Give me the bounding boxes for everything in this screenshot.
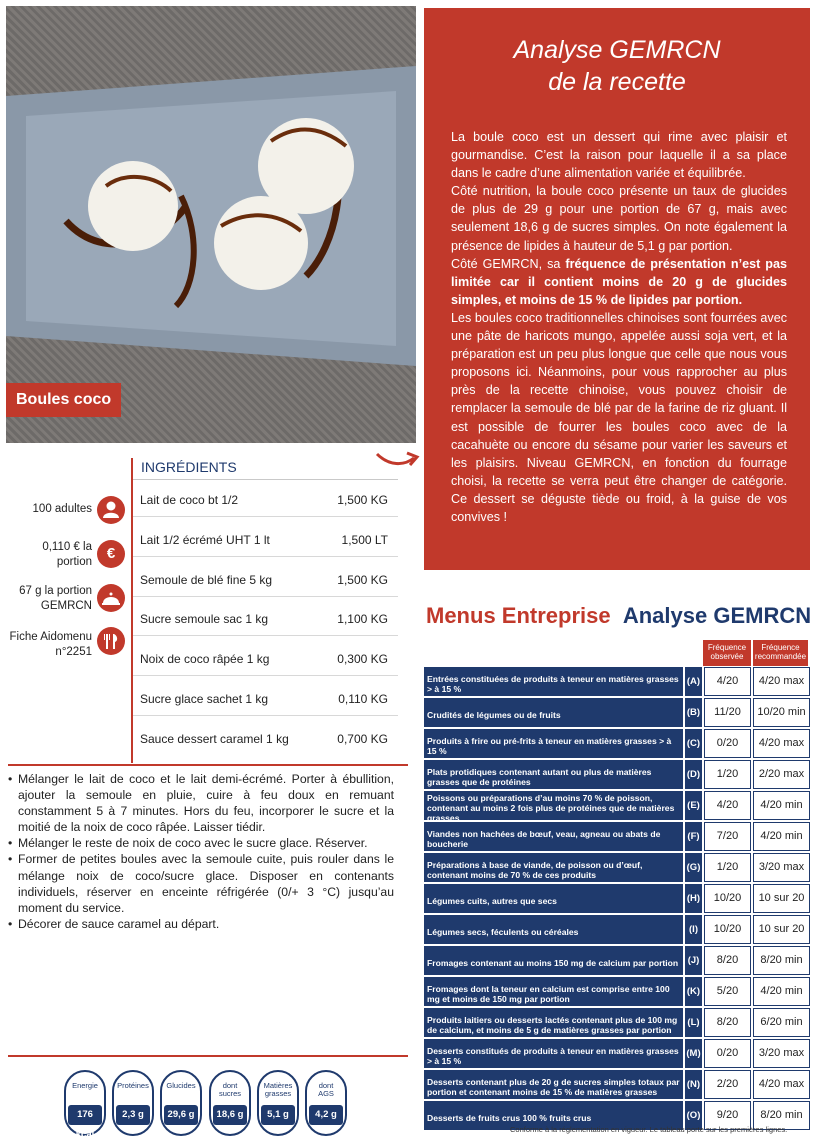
table-footnote: Conforme à la réglementation en vigueur. Le tableau porte sur les premières lignes.	[510, 1125, 788, 1134]
nutrition-value: 176 kcal	[68, 1105, 102, 1125]
row-code: (A)	[685, 667, 702, 696]
row-observed: 5/20	[704, 977, 751, 1006]
row-recommended: 4/20 min	[753, 791, 810, 820]
analysis-paragraph: Les boules coco traditionnelles chinoises sont fourrées avec une pâte de haricots mungo, appelée aussi soja vert, et la préparation est un peu plus longue que celle que nous vous proposons ici. Néanmoins, pour vous rapprocher au plus près de la recette chinoise, vous pouvez choisir de remplacer la semoule de blé par de la farine de riz gluant. Il est possible de fourrer les boules coco avec de la cacahuète ou encore du sésame pour varier les saveurs et les plaisirs. Niveau GEMRCN, en fonction du fourrage choisi, la recette se verra peut être changer de catégorie. Ce dessert se déguste tiède ou froid, à la guise de vos convives !	[451, 310, 787, 524]
row-recommended: 3/20 max	[753, 1039, 810, 1068]
table-row	[424, 1039, 810, 1068]
dessert-illustration	[6, 6, 416, 443]
nutrition-badge	[64, 1070, 106, 1140]
ingredient-qty: 1,100 KG	[337, 612, 388, 626]
row-recommended: 4/20 max	[753, 729, 810, 758]
row-observed: 4/20	[704, 667, 751, 696]
ingredient-qty: 1,500 KG	[337, 493, 388, 507]
analysis-paragraph: Côté nutrition, la boule coco présente un taux de glucides de plus de 29 g pour une portion de 67 g, mais avec seulement 18,6 g de sucres simples. On note également la présence de lipides à hauteur de 5,1 g par portion.	[451, 184, 787, 253]
row-label: Fromages contenant au moins 150 mg de calcium par portion	[424, 946, 683, 975]
row-recommended: 8/20 min	[753, 946, 810, 975]
row-code: (K)	[685, 977, 702, 1006]
table-row	[424, 698, 810, 727]
ingredients-divider	[131, 458, 133, 763]
nutrition-label	[66, 1082, 104, 1090]
nutrition-label	[259, 1082, 297, 1098]
row-code: (E)	[685, 791, 702, 820]
row-code: (J)	[685, 946, 702, 975]
row-recommended: 8/20 min	[753, 1101, 810, 1130]
row-recommended: 10 sur 20	[753, 915, 810, 944]
row-label: Légumes cuits, autres que secs	[424, 884, 683, 913]
ingredients-title-rule	[133, 479, 398, 480]
row-label: Poissons ou préparations d’au moins 70 % de poisson, contenant au moins 2 fois plus de protéines que de matières grasses	[424, 791, 683, 820]
ingredient-qty: 0,300 KG	[337, 652, 388, 666]
nutrition-badge	[257, 1070, 299, 1136]
meta-portion	[19, 584, 92, 614]
meta-portion-line1: 67 g la portion	[19, 585, 92, 597]
ingredient-qty: 1,500 LT	[341, 533, 388, 547]
row-recommended: 4/20 min	[753, 977, 810, 1006]
recipe-photo	[6, 6, 416, 443]
table-row	[424, 977, 810, 1006]
analysis-title-short: Analyse GEMRCN	[622, 603, 812, 628]
nutrition-value: 4,2 g	[309, 1105, 343, 1125]
nutrition-value: 2,3 g	[116, 1105, 150, 1125]
row-observed: 10/20	[704, 915, 751, 944]
analysis-bold-text: fréquence de présentation n’est pas limitée car il contient moins de 20 g de glucides simples, et moins de 15 % de lipides par portion.	[451, 256, 787, 307]
row-observed: 1/20	[704, 760, 751, 789]
ingredient-name: Sucre semoule sac 1 kg	[140, 612, 269, 626]
ingredient-rule	[133, 516, 398, 517]
nutrition-label	[211, 1082, 249, 1098]
ingredient-row	[140, 573, 388, 587]
curved-arrow-icon	[374, 448, 422, 468]
row-label: Desserts de fruits crus 100 % fruits crus	[424, 1101, 683, 1130]
row-recommended: 4/20 max	[753, 1070, 810, 1099]
analysis-text-span: Côté GEMRCN, sa	[451, 256, 566, 271]
meta-sheet	[10, 630, 92, 660]
row-code: (I)	[685, 915, 702, 944]
row-observed: 8/20	[704, 1008, 751, 1037]
row-observed: 8/20	[704, 946, 751, 975]
ingredient-row	[140, 732, 388, 746]
nutrition-badge	[305, 1070, 347, 1136]
row-observed: 4/20	[704, 791, 751, 820]
row-recommended: 3/20 max	[753, 853, 810, 882]
row-code: (N)	[685, 1070, 702, 1099]
meta-sheet-line2: n°2251	[55, 646, 92, 658]
row-code: (O)	[685, 1101, 702, 1130]
row-observed: 9/20	[704, 1101, 751, 1130]
ingredient-name: Noix de coco râpée 1 kg	[140, 652, 270, 666]
analysis-text	[451, 128, 787, 526]
row-recommended: 6/20 min	[753, 1008, 810, 1037]
ingredient-rule	[133, 675, 398, 676]
ingredient-rule	[133, 635, 398, 636]
analysis-panel	[424, 8, 810, 570]
table-row	[424, 760, 810, 789]
row-observed: 11/20	[704, 698, 751, 727]
ingredient-rule	[133, 715, 398, 716]
ingredient-row	[140, 652, 388, 666]
ingredient-rule	[133, 596, 398, 597]
analysis-title-line1: Analyse GEMRCN	[513, 36, 721, 64]
row-label: Desserts contenant plus de 20 g de sucres simples totaux par portion et contenant moins de 15 % de matières grasses	[424, 1070, 683, 1099]
column-header-observed: Fréquence observée	[703, 640, 751, 666]
analysis-title-line2: de la recette	[548, 68, 686, 96]
ingredient-qty: 0,700 KG	[337, 732, 388, 746]
row-code: (M)	[685, 1039, 702, 1068]
ingredient-row	[140, 612, 388, 626]
row-code: (D)	[685, 760, 702, 789]
ingredient-qty: 1,500 KG	[337, 573, 388, 587]
table-row	[424, 1070, 810, 1099]
nutrition-label-line2: grasses	[264, 1089, 292, 1098]
meta-people	[33, 502, 92, 517]
gemrcn-heading	[426, 603, 811, 629]
nutrition-label	[162, 1082, 200, 1090]
nutrition-badge	[112, 1070, 154, 1136]
nutrition-label-line1: dont	[318, 1081, 334, 1090]
row-code: (C)	[685, 729, 702, 758]
ingredient-name: Lait 1/2 écrémé UHT 1 lt	[140, 533, 270, 547]
row-code: (B)	[685, 698, 702, 727]
photo-caption: Boules coco	[6, 383, 121, 417]
row-code: (F)	[685, 822, 702, 851]
nutrition-label-line1: dont	[222, 1081, 238, 1090]
meta-sheet-line1: Fiche Aidomenu	[9, 631, 92, 643]
ingredient-row	[140, 493, 388, 507]
row-observed: 0/20	[704, 1039, 751, 1068]
ingredient-row	[140, 533, 388, 547]
row-label: Produits laitiers ou desserts lactés contenant plus de 100 mg de calcium, et moins de 5 g de matières grasses par portion	[424, 1008, 683, 1037]
nutrition-label-line2: sucres	[218, 1089, 242, 1098]
row-label: Légumes secs, féculents ou céréales	[424, 915, 683, 944]
nutrition-value: 29,6 g	[164, 1105, 198, 1125]
recipe-step: • Mélanger le lait de coco et le lait demi-écrémé. Porter à ébullition, ajouter la semoule en pluie, cuire à feu doux en remuant constamment 5 à 7 minutes. Hors du feu, incorporer le sucre et la moitié de la noix de coco râpée. Laisser tiédir.	[8, 771, 394, 835]
nutrition-label	[307, 1082, 345, 1098]
nutrition-label-line1: Matières	[263, 1081, 293, 1090]
ingredient-row	[140, 692, 388, 706]
nutrition-value: 5,1 g	[261, 1105, 295, 1125]
row-observed: 0/20	[704, 729, 751, 758]
ingredients-title: INGRÉDIENTS	[141, 459, 237, 475]
row-recommended: 2/20 max	[753, 760, 810, 789]
nutrition-label	[114, 1082, 152, 1090]
nutrition-value: 18,6 g	[213, 1105, 247, 1125]
row-label: Desserts constitués de produits à teneur en matières grasses > à 15 %	[424, 1039, 683, 1068]
ingredient-rule	[133, 556, 398, 557]
table-row	[424, 1008, 810, 1037]
table-row	[424, 667, 810, 696]
analysis-paragraph: La boule coco est un dessert qui rime avec plaisir et gourmandise. C’est la raison pour laquelle il a sa place dans le cadre d’une alimentation variée et équilibrée.	[451, 130, 787, 181]
row-label: Préparations à base de viande, de poisson ou d’œuf, contenant moins de 70 % de ces produits	[424, 853, 683, 882]
cutlery-icon	[97, 627, 125, 655]
ingredient-name: Sucre glace sachet 1 kg	[140, 692, 269, 706]
row-label: Entrées constituées de produits à teneur en matières grasses > à 15 %	[424, 667, 683, 696]
table-row	[424, 822, 810, 851]
row-observed: 7/20	[704, 822, 751, 851]
nutrition-label-line2: AGS	[318, 1089, 334, 1098]
row-observed: 1/20	[704, 853, 751, 882]
recipe-step: • Former de petites boules avec la semoule cuite, puis rouler dans le mélange noix de coco/sucre glace. Disposer en contenants individuels, réserver en enceinte réfrigérée (0/+ 3 °C) jusqu’au moment du service.	[8, 851, 394, 915]
nutrition-label-line1: Energie	[72, 1081, 98, 1090]
meta-price-line1: 0,110 € la	[42, 541, 92, 553]
table-row	[424, 946, 810, 975]
ingredient-name: Sauce dessert caramel 1 kg	[140, 732, 289, 746]
row-label: Plats protidiques contenant autant ou plus de matières grasses que de protéines	[424, 760, 683, 789]
recipe-step: • Mélanger le reste de noix de coco avec le sucre glace. Réserver.	[8, 835, 394, 851]
row-recommended: 4/20 min	[753, 822, 810, 851]
row-code: (L)	[685, 1008, 702, 1037]
meta-portion-line2: GEMRCN	[40, 600, 92, 612]
ingredient-name: Lait de coco bt 1/2	[140, 493, 239, 507]
cloche-icon	[97, 584, 125, 612]
table-row	[424, 729, 810, 758]
section-separator	[8, 764, 408, 766]
table-row	[424, 915, 810, 944]
nutrition-badge	[209, 1070, 251, 1136]
row-code: (H)	[685, 884, 702, 913]
table-row	[424, 853, 810, 882]
row-recommended: 10 sur 20	[753, 884, 810, 913]
row-label: Produits à frire ou pré-frits à teneur en matières grasses > à 15 %	[424, 729, 683, 758]
recipe-step: • Décorer de sauce caramel au départ.	[8, 916, 394, 932]
row-recommended: 10/20 min	[753, 698, 810, 727]
nutrition-badge	[160, 1070, 202, 1136]
ingredient-qty: 0,110 KG	[338, 692, 388, 706]
analysis-paragraph	[451, 255, 787, 309]
menus-title: Menus Entreprise	[426, 603, 611, 628]
ingredient-name: Semoule de blé fine 5 kg	[140, 573, 273, 587]
row-label: Crudités de légumes ou de fruits	[424, 698, 683, 727]
row-label: Viandes non hachées de bœuf, veau, agneau ou abats de boucherie	[424, 822, 683, 851]
person-icon	[97, 496, 125, 524]
table-row	[424, 884, 810, 913]
euro-icon: €	[97, 540, 125, 568]
row-label: Fromages dont la teneur en calcium est comprise entre 100 mg et moins de 150 mg par portion	[424, 977, 683, 1006]
meta-price	[42, 540, 92, 570]
row-recommended: 4/20 max	[753, 667, 810, 696]
row-observed: 10/20	[704, 884, 751, 913]
row-observed: 2/20	[704, 1070, 751, 1099]
nutrition-label-line1: Glucides	[166, 1081, 196, 1090]
table-row	[424, 791, 810, 823]
meta-people-text: 100 adultes	[32, 503, 92, 515]
nutrition-label-line1: Protéines	[117, 1081, 149, 1090]
column-header-recommended: Fréquence recommandée	[753, 640, 808, 666]
row-code: (G)	[685, 853, 702, 882]
section-separator	[8, 1055, 408, 1057]
recipe-steps	[8, 771, 394, 932]
analysis-title	[424, 34, 810, 98]
meta-price-line2: portion	[56, 556, 92, 568]
